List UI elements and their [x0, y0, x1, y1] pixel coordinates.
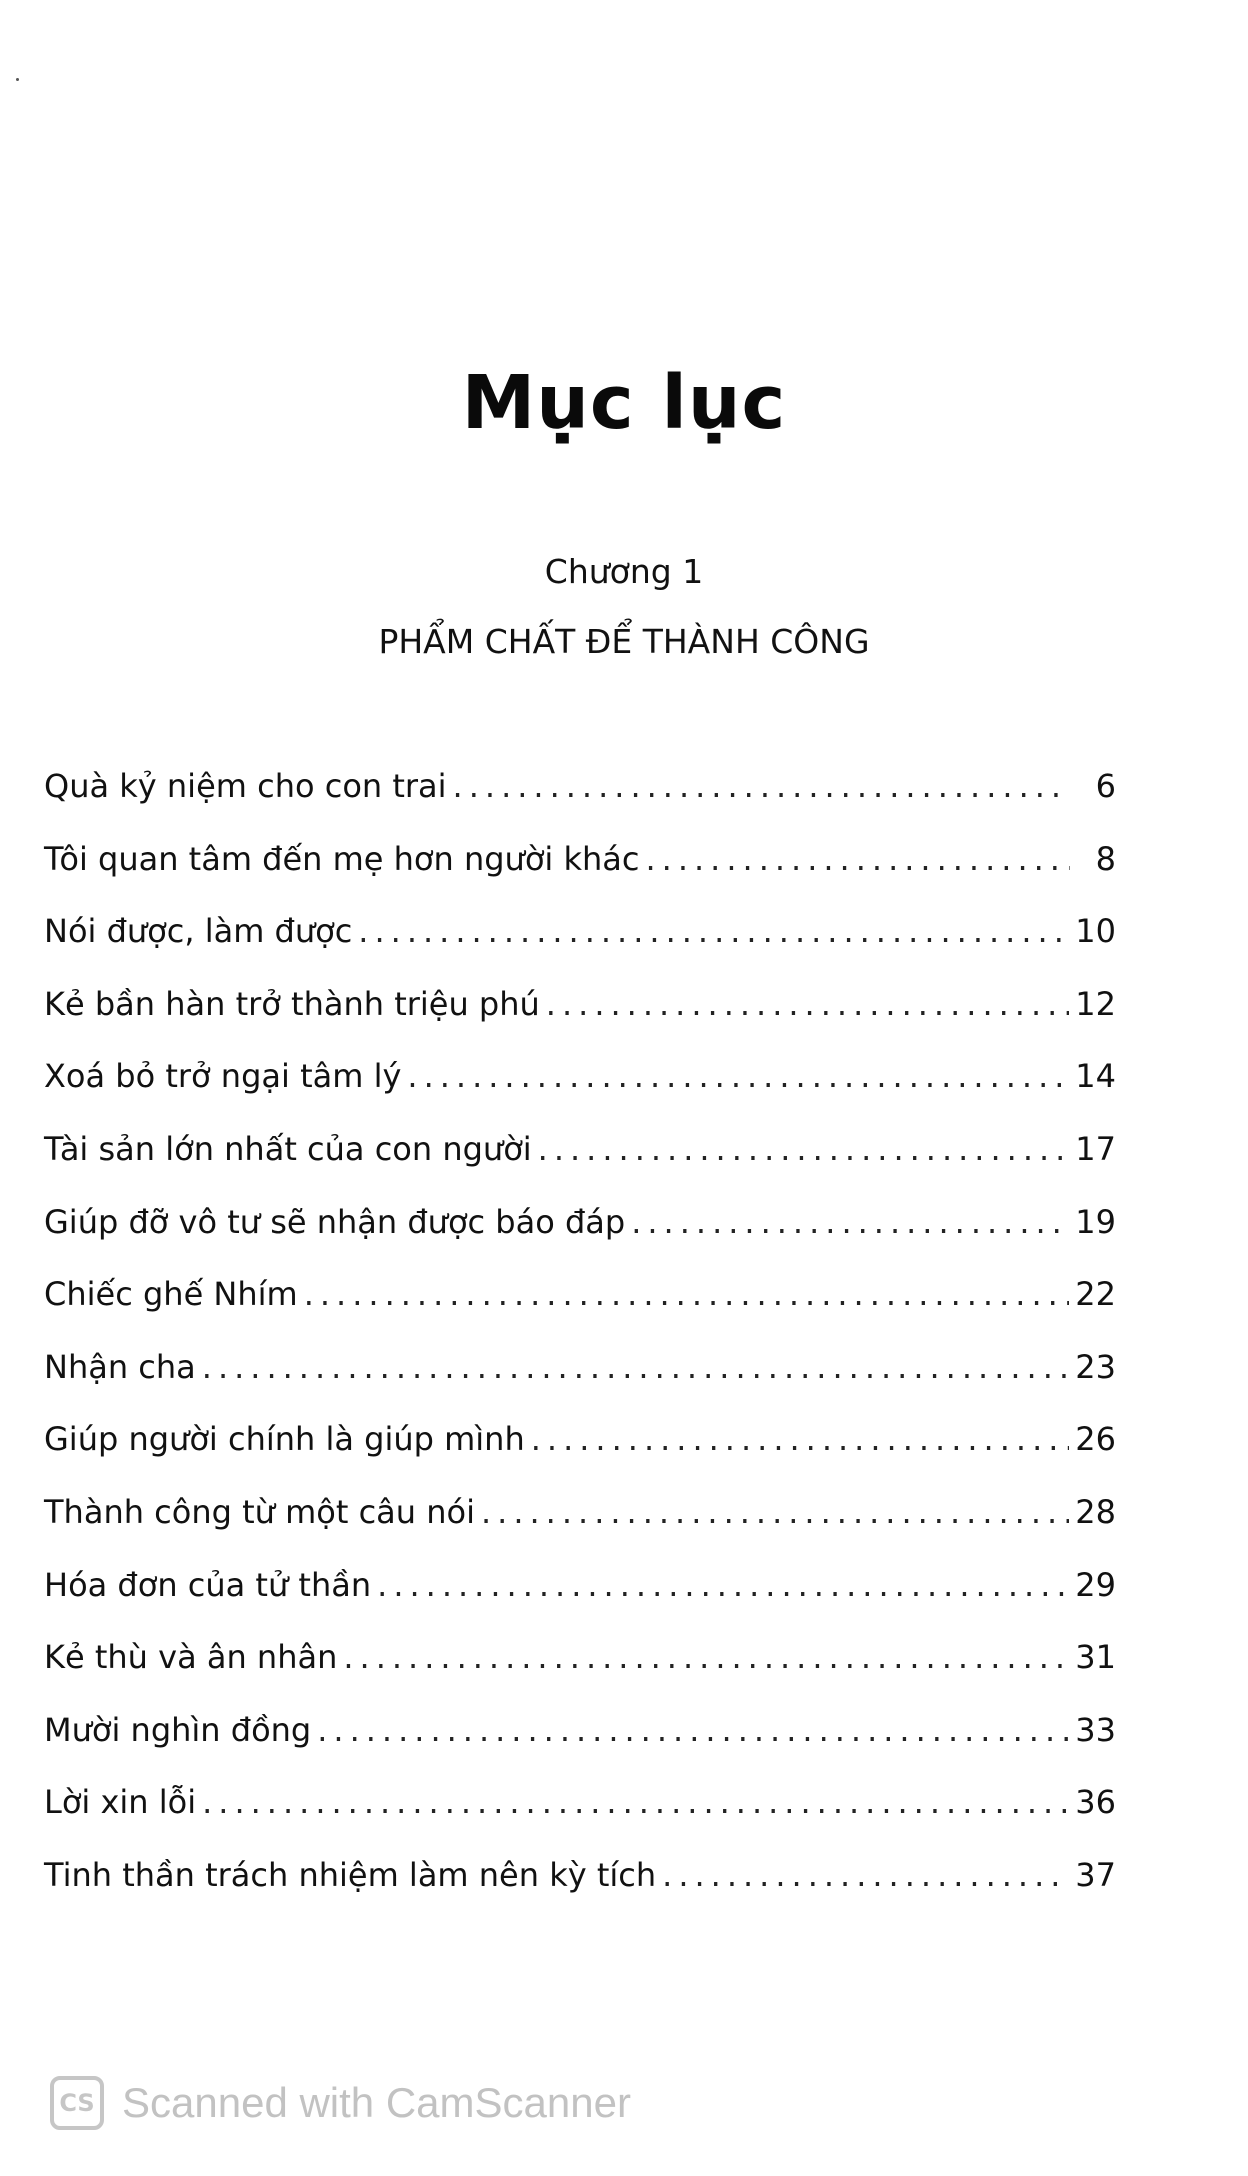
table-of-contents: [44, 766, 1116, 1928]
toc-entry[interactable]: [44, 1637, 1116, 1710]
toc-entry[interactable]: [44, 1202, 1116, 1275]
toc-entry[interactable]: [44, 984, 1116, 1057]
toc-entry[interactable]: [44, 911, 1116, 984]
dot-leader: [531, 1419, 1070, 1459]
toc-entry[interactable]: [44, 839, 1116, 912]
dot-leader: [202, 1347, 1070, 1387]
toc-entry[interactable]: [44, 1565, 1116, 1638]
toc-entry-page: 33: [1075, 1710, 1116, 1749]
toc-entry-page: 31: [1075, 1638, 1116, 1677]
dot-leader: [662, 1855, 1069, 1895]
toc-entry-page: 12: [1075, 984, 1116, 1023]
dot-leader: [304, 1274, 1070, 1314]
camscanner-watermark: [50, 2076, 631, 2130]
toc-entry-page: 29: [1075, 1565, 1116, 1604]
toc-entry-page: 37: [1075, 1855, 1116, 1894]
toc-entry-title: Tinh thần trách nhiệm làm nên kỳ tích: [44, 1855, 657, 1894]
toc-entry-title: Nói được, làm được: [44, 912, 353, 951]
dot-leader: [343, 1637, 1069, 1677]
toc-entry-title: Giúp đỡ vô tư sẽ nhận được báo đáp: [44, 1202, 626, 1241]
scan-speck: [16, 78, 19, 81]
toc-entry-page: 36: [1075, 1783, 1116, 1822]
toc-entry-title: Kẻ bần hàn trở thành triệu phú: [44, 984, 540, 1023]
toc-entry[interactable]: [44, 1056, 1116, 1129]
toc-entry-title: Thành công từ một câu nói: [44, 1492, 475, 1531]
dot-leader: [407, 1056, 1069, 1096]
toc-entry-page: 17: [1075, 1129, 1116, 1168]
toc-entry-page: 23: [1075, 1347, 1116, 1386]
toc-entry[interactable]: [44, 1710, 1116, 1783]
toc-entry[interactable]: [44, 1855, 1116, 1928]
toc-entry-page: 14: [1075, 1057, 1116, 1096]
watermark-text: Scanned with CamScanner: [122, 2079, 631, 2126]
chapter-title: PHẨM CHẤT ĐỂ THÀNH CÔNG: [378, 622, 870, 661]
toc-entry-title: Xoá bỏ trở ngại tâm lý: [44, 1057, 402, 1096]
dot-leader: [202, 1782, 1069, 1822]
toc-entry[interactable]: [44, 1347, 1116, 1420]
toc-entry-title: Chiếc ghế Nhím: [44, 1275, 298, 1314]
toc-entry-title: Giúp người chính là giúp mình: [44, 1420, 525, 1459]
toc-entry-title: Quà kỷ niệm cho con trai: [44, 767, 447, 805]
dot-leader: [453, 766, 1070, 806]
page-title: Mục lục: [461, 360, 787, 446]
toc-entry-page: 6: [1095, 767, 1116, 805]
toc-entry-page: 22: [1075, 1275, 1116, 1314]
dot-leader: [645, 839, 1070, 879]
dot-leader: [358, 911, 1069, 951]
toc-entry[interactable]: [44, 1419, 1116, 1492]
toc-entry-page: 28: [1075, 1492, 1116, 1531]
dot-leader: [481, 1492, 1069, 1532]
dot-leader: [631, 1202, 1069, 1242]
chapter-label: Chương 1: [544, 552, 704, 591]
toc-entry-page: 8: [1095, 839, 1116, 878]
dot-leader: [377, 1565, 1069, 1605]
toc-entry-title: Kẻ thù và ân nhân: [44, 1638, 338, 1677]
toc-entry-title: Hóa đơn của tử thần: [44, 1565, 372, 1604]
toc-entry[interactable]: [44, 1274, 1116, 1347]
toc-entry-page: 19: [1075, 1202, 1116, 1241]
toc-entry-title: Nhận cha: [44, 1347, 196, 1386]
toc-entry-title: Tài sản lớn nhất của con người: [44, 1129, 532, 1168]
toc-entry[interactable]: [44, 1129, 1116, 1202]
toc-entry-title: Tôi quan tâm đến mẹ hơn người khác: [44, 839, 640, 878]
toc-entry[interactable]: [44, 766, 1116, 839]
toc-entry-page: 10: [1075, 912, 1116, 951]
dot-leader: [546, 984, 1069, 1024]
camscanner-logo-icon: CS: [50, 2076, 104, 2130]
dot-leader: [317, 1710, 1069, 1750]
toc-entry[interactable]: [44, 1782, 1116, 1855]
toc-entry-title: Lời xin lỗi: [44, 1783, 197, 1822]
toc-entry[interactable]: [44, 1492, 1116, 1565]
toc-entry-page: 26: [1075, 1420, 1116, 1459]
toc-entry-title: Mười nghìn đồng: [44, 1710, 312, 1749]
dot-leader: [538, 1129, 1070, 1169]
